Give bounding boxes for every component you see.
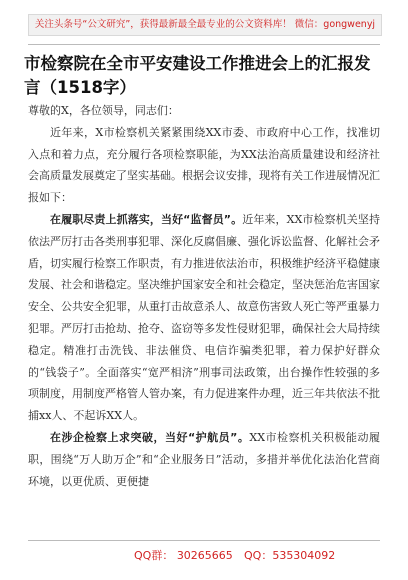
footer	[0, 546, 408, 566]
bottom-divider	[28, 540, 380, 541]
document-title: 市检察院在全市平安建设工作推进会上的汇报发言（1518字）	[24, 54, 371, 97]
paragraph-supervision-text: 近年来，XX市检察机关坚持依法严厉打击各类刑事犯罪、深化反腐倡廉、强化诉讼监督、化解社会矛盾，切实履行检察工作职责，有力推进依法治市，积极维护经济平稳健康发展、社会和谐稳定。坚决维护国家安全和社会稳定，坚决惩治危害国家安全、公共安全犯罪，从重打击故意杀人、故意伤害致人死亡等严重暴力犯罪。严厉打击抢劫、抢夺、盗窃等多发性侵财犯罪，确保社会大局持续稳定。精准打击洗钱、非法催贷、电信诈骗类犯罪，着力保护好群众的“钱袋子”。全面落实“宽严相济”刑事司法政策，出台操作性较强的多项制度，用制度严格管人管办案，有力促进案件办理，近三年共依法不批捕xx人、不起诉XX人。	[28, 212, 380, 423]
footer-qq: QQ：535304092	[244, 549, 336, 562]
paragraph-intro: 近年来，X市检察机关紧紧围绕XX市委、市政府中心工作，找准切入点和着力点，充分履行各项检察职能，为XX法治高质量建设和经济社会高质量发展奠定了坚实基础。根据会议安排，现将有关工作进展情况汇报如下：	[28, 125, 380, 205]
top-divider	[28, 44, 380, 45]
document-body	[28, 100, 380, 492]
paragraph-enterprise	[28, 427, 380, 492]
footer-qq-group: QQ群： 30265665	[134, 549, 233, 562]
paragraph-heading-enterprise: 在涉企检察上求突破，当好“护航员”。	[50, 430, 250, 444]
paragraph-enterprise-text: XX市检察机关积极能动履职，围绕“万人助万企”和“企业服务日”活动，多措并举优化法治化营商环境，以更优质、更便捷	[28, 430, 380, 488]
salutation: 尊敬的X，各位领导，同志们：	[28, 104, 179, 117]
paragraph-heading-supervision: 在履职尽责上抓落实，当好“监督员”。	[50, 212, 243, 226]
paragraph-supervision	[28, 209, 380, 427]
header-banner: 关注头条号“公文研究”，获得最新最全最专业的公文资料库！ 微信：gongwenyj	[28, 14, 382, 36]
